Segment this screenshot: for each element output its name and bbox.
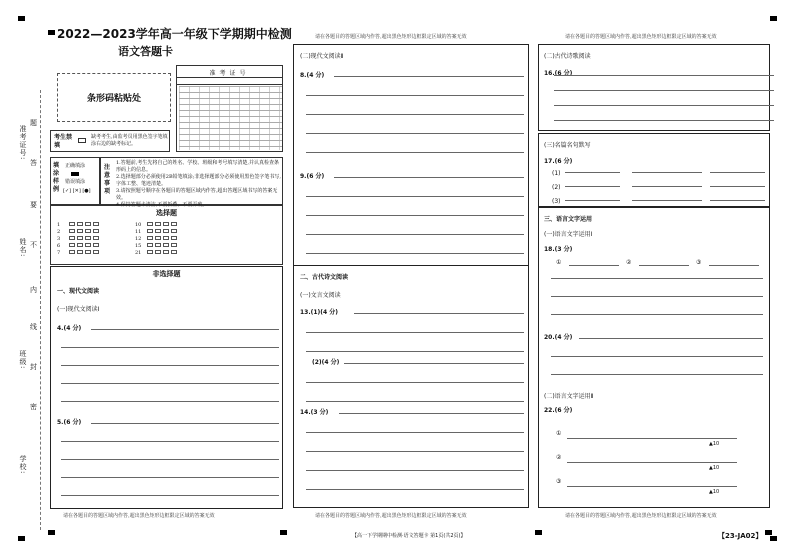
choice-bubble[interactable]: [163, 236, 169, 240]
answer-line[interactable]: [306, 451, 524, 452]
answer-line[interactable]: [710, 186, 765, 187]
choice-number: 21: [135, 250, 142, 256]
choice-row[interactable]: [57, 243, 101, 250]
answer-line[interactable]: [306, 215, 524, 216]
choice-left-group[interactable]: [57, 222, 101, 257]
binding-line: [40, 90, 41, 530]
answer-line[interactable]: [91, 423, 279, 424]
choice-bubble[interactable]: [85, 222, 91, 226]
choice-row[interactable]: [135, 222, 179, 229]
choice-bubble[interactable]: [93, 222, 99, 226]
choice-bubble[interactable]: [155, 250, 161, 254]
exam-forbidden-label: 考生禁填: [54, 134, 73, 149]
choice-right-group[interactable]: [135, 222, 179, 257]
answer-line[interactable]: [306, 114, 524, 115]
choice-bubble[interactable]: [93, 250, 99, 254]
notice-item: 1.答题前,考生先将自己的姓名、学校、班级和考号填写清楚,并认真检查条形码上的信息。: [116, 160, 279, 173]
seal-char: 要: [30, 201, 37, 209]
answer-line[interactable]: [334, 76, 524, 77]
choice-bubble[interactable]: [93, 243, 99, 247]
word-count-tag: ▲10: [709, 465, 720, 471]
answer-sheet-title: 语文答题卡: [118, 45, 173, 58]
timing-mark: [48, 530, 55, 535]
fill-correct-label: 正确填涂: [65, 163, 86, 169]
answer-line[interactable]: [306, 432, 524, 433]
ticket-write-row: [177, 77, 282, 85]
timing-mark: [280, 530, 287, 535]
seal-char: 不: [30, 241, 37, 249]
seal-char: 线: [30, 323, 37, 331]
choice-row[interactable]: [57, 229, 101, 236]
answer-line[interactable]: [565, 186, 620, 187]
answer-line[interactable]: [306, 196, 524, 197]
blank-17-2: (2): [552, 184, 561, 191]
answer-line[interactable]: [554, 120, 774, 121]
name-label: 姓名:: [19, 238, 27, 258]
answer-column-1: [50, 266, 283, 509]
choice-number: 1: [57, 222, 61, 228]
choice-bubble[interactable]: [163, 243, 169, 247]
choice-bubble[interactable]: [147, 229, 153, 233]
answer-line[interactable]: [709, 265, 759, 266]
timing-mark: [48, 30, 55, 35]
choice-bubble[interactable]: [69, 250, 75, 254]
notice-box: [100, 157, 283, 208]
answer-line[interactable]: [551, 374, 763, 375]
choice-number: 6: [57, 243, 61, 249]
choice-bubble[interactable]: [69, 236, 75, 240]
timing-mark: [770, 536, 777, 541]
choice-bubble[interactable]: [155, 229, 161, 233]
answer-line[interactable]: [569, 265, 619, 266]
choice-bubble[interactable]: [147, 236, 153, 240]
column-notice: 请在各题目的答题区域内作答,超出黑色矩形边框限定区域的答案无效: [315, 34, 467, 40]
barcode-label: 条形码粘贴处: [86, 94, 141, 104]
section-language-use: 三、语言文字运用: [544, 216, 593, 223]
choice-bubble[interactable]: [155, 243, 161, 247]
question-8-label: 8.(4 分): [300, 72, 325, 79]
question-22-label: 22.(6 分): [544, 407, 573, 414]
question-16-label: 16.(6 分): [544, 70, 573, 77]
choice-bubble[interactable]: [77, 250, 83, 254]
question-9-label: 9.(6 分): [300, 173, 325, 180]
question-17-label: 17.(6 分): [544, 158, 573, 165]
ticket-number-grid[interactable]: [176, 65, 283, 152]
choice-bubble[interactable]: [69, 243, 75, 247]
answer-column-3-mid: [538, 133, 770, 207]
choice-bubble[interactable]: [163, 222, 169, 226]
column-notice: 请在各题目的答题区域内作答,超出黑色矩形边框限定区域的答案无效: [565, 34, 717, 40]
choice-bubble[interactable]: [85, 250, 91, 254]
question-20-label: 20.(4 分): [544, 334, 573, 341]
choice-bubble[interactable]: [77, 229, 83, 233]
choice-number: 10: [135, 222, 142, 228]
seal-char: 题: [30, 119, 37, 127]
answer-line[interactable]: [306, 234, 524, 235]
answer-line[interactable]: [306, 470, 524, 471]
exam-title: 2022—2023学年高一年级下学期期中检测: [57, 27, 292, 41]
notice-item: 4.保持答题卡清洁,不要折叠、不要弄破。: [116, 202, 208, 208]
answer-line[interactable]: [710, 172, 765, 173]
answer-line[interactable]: [551, 296, 763, 297]
answer-line[interactable]: [61, 459, 279, 460]
blank-17-3: (3): [552, 198, 561, 205]
answer-line[interactable]: [339, 413, 524, 414]
answer-line[interactable]: [334, 177, 524, 178]
answer-line[interactable]: [565, 172, 620, 173]
answer-line[interactable]: [551, 356, 763, 357]
timing-mark: [765, 530, 772, 535]
blank-22-1: ①: [556, 430, 562, 437]
answer-column-3-top: [538, 44, 770, 131]
choice-row[interactable]: [57, 250, 101, 257]
fill-wrong-sample: [✓] [✕] [●]: [63, 188, 91, 194]
choice-bubble[interactable]: [85, 236, 91, 240]
choice-bubble[interactable]: [147, 222, 153, 226]
divider: [294, 265, 528, 266]
answer-line[interactable]: [306, 152, 524, 153]
choice-bubble[interactable]: [69, 222, 75, 226]
choice-row[interactable]: [135, 243, 179, 250]
choice-bubble[interactable]: [147, 243, 153, 247]
answer-line[interactable]: [91, 329, 279, 330]
answer-column-3-bottom: [538, 207, 770, 508]
barcode-area: [57, 73, 171, 122]
seal-char: 封: [30, 363, 37, 371]
choice-bubble[interactable]: [77, 236, 83, 240]
fill-correct-sample: [71, 172, 79, 176]
footer-center: 【高一下学期期中检测·语文答题卡 第1页(共2页)】: [352, 533, 466, 539]
answer-line[interactable]: [554, 75, 774, 76]
timing-mark: [18, 536, 25, 541]
answer-line[interactable]: [632, 186, 702, 187]
choice-number: 2: [57, 229, 61, 235]
timing-mark: [770, 16, 777, 21]
choice-row[interactable]: [57, 236, 101, 243]
choice-bubble[interactable]: [155, 222, 161, 226]
timing-mark: [18, 16, 25, 21]
answer-line[interactable]: [567, 486, 737, 487]
answer-line[interactable]: [632, 172, 702, 173]
choice-bubble[interactable]: [147, 250, 153, 254]
blank-22-3: ③: [556, 478, 562, 485]
column-notice: 请在各题目的答题区域内作答,超出黑色矩形边框限定区域的答案无效: [63, 513, 215, 519]
ticket-bubbles[interactable]: [179, 86, 282, 150]
absent-mark-box[interactable]: [78, 138, 86, 143]
question-14-label: 14.(3 分): [300, 409, 329, 416]
choice-bubble[interactable]: [77, 222, 83, 226]
answer-line[interactable]: [344, 363, 524, 364]
fill-wrong-label: 错误填涂: [65, 179, 86, 185]
exam-forbidden-text: 缺考考生,由监考员用黑色签字笔填涂右边的缺考标记。: [91, 134, 168, 147]
ticket-no-label: 准考证号:: [19, 125, 27, 161]
answer-line[interactable]: [554, 105, 774, 106]
sub-famous-lines: (三)名篇名句默写: [544, 142, 591, 149]
answer-line[interactable]: [551, 314, 763, 315]
choice-bubble[interactable]: [171, 250, 177, 254]
nonchoice-title: 非选择题: [152, 270, 181, 278]
answer-line[interactable]: [354, 313, 524, 314]
class-label: 班级:: [19, 350, 27, 370]
choice-bubble[interactable]: [163, 250, 169, 254]
column-notice: 请在各题目的答题区域内作答,超出黑色矩形边框限定区域的答案无效: [565, 513, 717, 519]
choice-bubble[interactable]: [171, 243, 177, 247]
answer-line[interactable]: [61, 365, 279, 366]
answer-line[interactable]: [579, 338, 763, 339]
column-notice: 请在各题目的答题区域内作答,超出黑色矩形边框限定区域的答案无效: [315, 513, 467, 519]
answer-line[interactable]: [565, 200, 620, 201]
choice-row[interactable]: [135, 229, 179, 236]
choice-bubble[interactable]: [85, 229, 91, 233]
answer-line[interactable]: [61, 383, 279, 384]
seal-char: 答: [30, 159, 37, 167]
choice-bubble[interactable]: [93, 236, 99, 240]
answer-line[interactable]: [306, 253, 524, 254]
choice-section-box: [50, 205, 283, 265]
choice-bubble[interactable]: [85, 243, 91, 247]
blank-18-2: ②: [626, 259, 632, 266]
answer-line[interactable]: [639, 265, 689, 266]
choice-number: 3: [57, 236, 61, 242]
choice-bubble[interactable]: [163, 229, 169, 233]
answer-line[interactable]: [306, 133, 524, 134]
blank-18-3: ③: [696, 259, 702, 266]
question-13-2-label: (2)(4 分): [312, 359, 340, 366]
choice-number: 12: [135, 236, 142, 242]
choice-bubble[interactable]: [171, 236, 177, 240]
sub-classical-poetry: (二)古代诗歌阅读: [544, 53, 591, 60]
answer-column-2: [293, 44, 529, 508]
choice-bubble[interactable]: [171, 222, 177, 226]
choice-number: 7: [57, 250, 61, 256]
blank-22-2: ②: [556, 454, 562, 461]
sub-modern-reading-2: (二)现代文阅读Ⅱ: [300, 53, 344, 60]
choice-row[interactable]: [135, 236, 179, 243]
timing-mark: [535, 530, 542, 535]
answer-line[interactable]: [306, 489, 524, 490]
notice-list: [116, 160, 281, 209]
word-count-tag: ▲10: [709, 441, 720, 447]
answer-line[interactable]: [61, 347, 279, 348]
question-4-label: 4.(4 分): [57, 325, 82, 332]
sub-modern-reading-1: (一)现代文阅读Ⅰ: [57, 306, 100, 313]
answer-line[interactable]: [306, 332, 524, 333]
exam-forbidden-box: [50, 130, 170, 152]
blank-17-1: (1): [552, 170, 561, 177]
answer-line[interactable]: [710, 200, 765, 201]
choice-number: 11: [135, 229, 142, 235]
word-count-tag: ▲10: [709, 489, 720, 495]
footer-code: 【23-JA02】: [718, 532, 763, 540]
answer-line[interactable]: [306, 401, 524, 402]
choice-row[interactable]: [135, 250, 179, 257]
seal-char: 内: [30, 286, 37, 294]
choice-section-title: 选择题: [156, 209, 177, 217]
question-13-1-label: 13.(1)(4 分): [300, 309, 339, 316]
choice-row[interactable]: [57, 222, 101, 229]
section-classical-reading: 二、古代诗文阅读: [300, 274, 349, 281]
answer-line[interactable]: [61, 401, 279, 402]
answer-line[interactable]: [306, 382, 524, 383]
answer-line[interactable]: [61, 495, 279, 496]
school-label: 学校:: [19, 455, 27, 475]
sub-language-use-2: (二)语言文字运用Ⅱ: [544, 393, 594, 400]
choice-number: 15: [135, 243, 142, 249]
answer-line[interactable]: [632, 200, 702, 201]
answer-line[interactable]: [567, 438, 737, 439]
sub-language-use-1: (一)语言文字运用Ⅰ: [544, 231, 593, 238]
notice-label: 注意事项: [104, 164, 111, 195]
answer-line[interactable]: [567, 462, 737, 463]
answer-line[interactable]: [554, 90, 774, 91]
section-modern-reading: 一、现代文阅读: [57, 288, 100, 295]
choice-bubble[interactable]: [171, 229, 177, 233]
sub-classical-prose: (一)文言文阅读: [300, 292, 341, 299]
notice-item: 3.请按照题号顺序在各题目的答题区域内作答,超出答题区域书写的答案无效。: [116, 188, 278, 201]
choice-bubble[interactable]: [77, 243, 83, 247]
ticket-grid-title: 准考证号: [209, 70, 250, 77]
answer-line[interactable]: [551, 278, 763, 279]
choice-bubble[interactable]: [93, 229, 99, 233]
answer-line[interactable]: [306, 95, 524, 96]
question-5-label: 5.(6 分): [57, 419, 82, 426]
fill-example-box: [50, 157, 100, 205]
answer-line[interactable]: [61, 441, 279, 442]
fill-example-label: 填涂样例: [53, 162, 60, 193]
choice-bubble[interactable]: [69, 229, 75, 233]
choice-bubble[interactable]: [155, 236, 161, 240]
blank-18-1: ①: [556, 259, 562, 266]
seal-char: 密: [30, 403, 37, 411]
answer-line[interactable]: [306, 351, 524, 352]
question-18-label: 18.(3 分): [544, 246, 573, 253]
answer-line[interactable]: [61, 477, 279, 478]
notice-item: 2.选择题部分必须使用2B铅笔填涂;非选择题部分必须使用黑色签字笔书写,字体工整、笔迹清楚。: [116, 174, 281, 187]
